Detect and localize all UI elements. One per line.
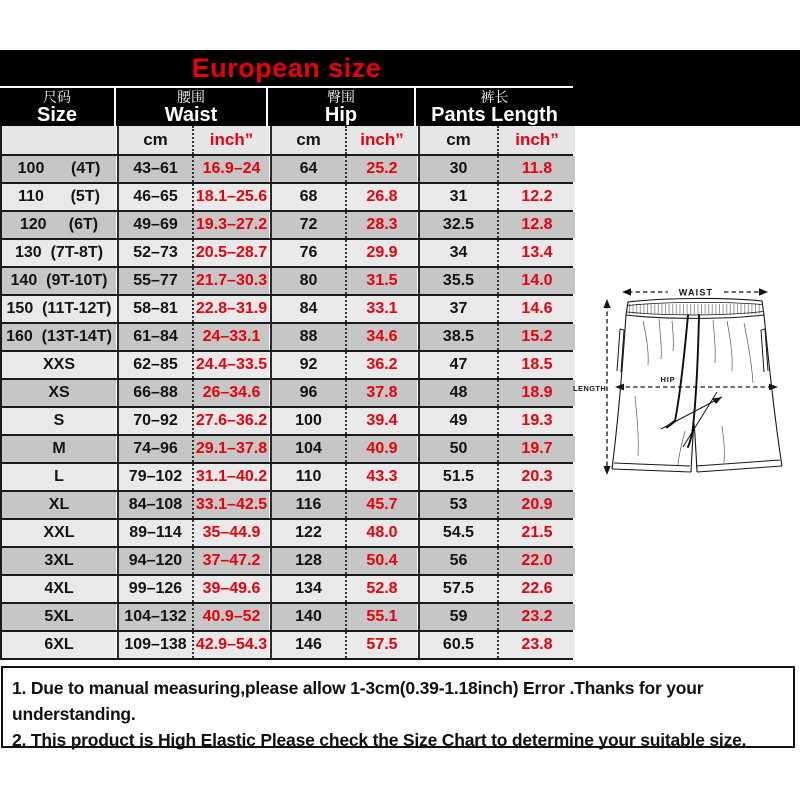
cell-hip-cm: 80: [272, 268, 345, 294]
cell-pants-cm: 38.5: [420, 324, 497, 350]
note-line-2: 2. This product is High Elastic Please check the Size Chart to determine your suitable size.: [12, 730, 747, 750]
cell-pants-cm: 50: [420, 436, 497, 462]
cell-pants-cm: 56: [420, 548, 497, 574]
cell-hip-cm: 72: [272, 212, 345, 238]
cell-pants-cm: 59: [420, 604, 497, 630]
cell-pants-cm: 32.5: [420, 212, 497, 238]
cell-size: 6XL: [2, 632, 116, 658]
cell-pants-inch: 22.6: [497, 576, 575, 602]
cell-size: 130 (7T-8T): [2, 240, 116, 266]
cell-hip-inch: 55.1: [345, 604, 417, 630]
cell-waist-cm: 55–77: [119, 268, 192, 294]
cell-hip-cm: 104: [272, 436, 345, 462]
cell-pants-inch: 20.9: [497, 492, 575, 518]
cell-hip-cm: 140: [272, 604, 345, 630]
unit-hip-inch: inch”: [345, 126, 417, 154]
shorts-measurement-diagram: [571, 271, 800, 506]
cell-size: 110 (5T): [2, 184, 116, 210]
table-row: [0, 436, 573, 464]
size-table: [0, 126, 573, 660]
cell-waist-cm: 49–69: [119, 212, 192, 238]
cell-hip-inch: 37.8: [345, 380, 417, 406]
cell-pants-inch: 13.4: [497, 240, 575, 266]
header-hip-en: Hip: [324, 104, 358, 126]
header-hip-cn: 臀围: [327, 89, 355, 105]
column-group-headers: [0, 88, 573, 126]
cell-waist-cm: 46–65: [119, 184, 192, 210]
cell-hip-inch: 45.7: [345, 492, 417, 518]
cell-waist-inch: 29.1–37.8: [192, 436, 269, 462]
cell-size: 100 (4T): [2, 156, 116, 182]
cell-pants-inch: 23.8: [497, 632, 575, 658]
cell-pants-inch: 18.5: [497, 352, 575, 378]
cell-waist-cm: 52–73: [119, 240, 192, 266]
cell-pants-cm: 31: [420, 184, 497, 210]
header-waist: [116, 88, 266, 126]
cell-hip-inch: 39.4: [345, 408, 417, 434]
cell-pants-inch: 14.0: [497, 268, 575, 294]
cell-hip-cm: 146: [272, 632, 345, 658]
cell-size: M: [2, 436, 116, 462]
cell-hip-inch: 26.8: [345, 184, 417, 210]
cell-size: 4XL: [2, 576, 116, 602]
cell-waist-inch: 31.1–40.2: [192, 464, 269, 490]
cell-hip-inch: 31.5: [345, 268, 417, 294]
cell-waist-inch: 26–34.6: [192, 380, 269, 406]
cell-waist-inch: 37–47.2: [192, 548, 269, 574]
cell-pants-cm: 60.5: [420, 632, 497, 658]
cell-hip-inch: 28.3: [345, 212, 417, 238]
page-title-row: [0, 51, 573, 85]
table-row: [0, 184, 573, 212]
cell-waist-cm: 43–61: [119, 156, 192, 182]
cell-waist-inch: 24–33.1: [192, 324, 269, 350]
cell-size: S: [2, 408, 116, 434]
table-row: [0, 632, 573, 660]
note-line-1: 1. Due to manual measuring,please allow 1-3cm(0.39-1.18inch) Error .Thanks for your understanding.: [12, 678, 704, 724]
table-row: [0, 520, 573, 548]
cell-pants-cm: 35.5: [420, 268, 497, 294]
cell-hip-inch: 25.2: [345, 156, 417, 182]
cell-hip-inch: 40.9: [345, 436, 417, 462]
table-row: [0, 156, 573, 184]
cell-hip-cm: 110: [272, 464, 345, 490]
cell-pants-inch: 18.9: [497, 380, 575, 406]
cell-hip-cm: 96: [272, 380, 345, 406]
header-size-cn: 尺码: [43, 89, 71, 105]
header-size: [0, 88, 114, 126]
cell-pants-cm: 34: [420, 240, 497, 266]
cell-hip-cm: 134: [272, 576, 345, 602]
unit-pants-inch: inch”: [497, 126, 575, 154]
cell-pants-inch: 14.6: [497, 296, 575, 322]
table-row: [0, 352, 573, 380]
header-hip: [268, 88, 414, 126]
cell-pants-inch: 22.0: [497, 548, 575, 574]
cell-waist-inch: 20.5–28.7: [192, 240, 269, 266]
table-row: [0, 240, 573, 268]
header-pants-cn: 裤长: [480, 89, 509, 105]
cell-hip-cm: 116: [272, 492, 345, 518]
cell-pants-cm: 30: [420, 156, 497, 182]
length-dimension-label: LENGTH: [573, 384, 607, 393]
cell-waist-inch: 24.4–33.5: [192, 352, 269, 378]
cell-pants-cm: 57.5: [420, 576, 497, 602]
header-size-en: Size: [36, 104, 78, 126]
cell-hip-inch: 36.2: [345, 352, 417, 378]
cell-pants-cm: 51.5: [420, 464, 497, 490]
cell-hip-inch: 57.5: [345, 632, 417, 658]
cell-waist-cm: 104–132: [119, 604, 192, 630]
cell-hip-inch: 33.1: [345, 296, 417, 322]
cell-size: XL: [2, 492, 116, 518]
cell-size: 150 (11T-12T): [2, 296, 116, 322]
header-waist-en: Waist: [164, 104, 218, 126]
table-row: [0, 464, 573, 492]
cell-waist-inch: 21.7–30.3: [192, 268, 269, 294]
cell-hip-inch: 52.8: [345, 576, 417, 602]
unit-hip-cm: cm: [272, 126, 345, 154]
notes-box: [1, 666, 795, 748]
hip-dimension-label: HIP: [660, 375, 676, 384]
cell-pants-cm: 49: [420, 408, 497, 434]
table-row: [0, 576, 573, 604]
cell-waist-cm: 61–84: [119, 324, 192, 350]
cell-pants-inch: 19.3: [497, 408, 575, 434]
cell-hip-cm: 68: [272, 184, 345, 210]
cell-waist-cm: 89–114: [119, 520, 192, 546]
cell-waist-inch: 18.1–25.6: [192, 184, 269, 210]
table-row: [0, 324, 573, 352]
cell-hip-cm: 64: [272, 156, 345, 182]
cell-waist-cm: 62–85: [119, 352, 192, 378]
cell-waist-cm: 109–138: [119, 632, 192, 658]
cell-size: 3XL: [2, 548, 116, 574]
cell-pants-cm: 54.5: [420, 520, 497, 546]
cell-size: 5XL: [2, 604, 116, 630]
cell-hip-cm: 122: [272, 520, 345, 546]
cell-hip-inch: 43.3: [345, 464, 417, 490]
size-table-body: [0, 156, 573, 660]
waist-dimension-label: WAIST: [678, 287, 714, 298]
cell-pants-inch: 12.8: [497, 212, 575, 238]
cell-hip-inch: 48.0: [345, 520, 417, 546]
table-row: [0, 604, 573, 632]
cell-waist-cm: 58–81: [119, 296, 192, 322]
cell-size: 120 (6T): [2, 212, 116, 238]
cell-waist-inch: 35–44.9: [192, 520, 269, 546]
cell-waist-inch: 22.8–31.9: [192, 296, 269, 322]
cell-waist-inch: 19.3–27.2: [192, 212, 269, 238]
cell-size: L: [2, 464, 116, 490]
cell-pants-inch: 12.2: [497, 184, 575, 210]
cell-hip-inch: 34.6: [345, 324, 417, 350]
cell-waist-inch: 39–49.6: [192, 576, 269, 602]
unit-waist-inch: inch”: [192, 126, 269, 154]
cell-waist-inch: 27.6–36.2: [192, 408, 269, 434]
cell-hip-cm: 128: [272, 548, 345, 574]
cell-hip-cm: 76: [272, 240, 345, 266]
cell-waist-cm: 99–126: [119, 576, 192, 602]
cell-waist-cm: 84–108: [119, 492, 192, 518]
cell-hip-cm: 88: [272, 324, 345, 350]
cell-pants-inch: 21.5: [497, 520, 575, 546]
cell-pants-inch: 20.3: [497, 464, 575, 490]
cell-pants-cm: 37: [420, 296, 497, 322]
cell-waist-inch: 40.9–52: [192, 604, 269, 630]
cell-pants-inch: 11.8: [497, 156, 575, 182]
cell-size: XS: [2, 380, 116, 406]
cell-pants-inch: 19.7: [497, 436, 575, 462]
cell-waist-inch: 16.9–24: [192, 156, 269, 182]
table-row: [0, 492, 573, 520]
cell-hip-cm: 92: [272, 352, 345, 378]
table-row: [0, 380, 573, 408]
cell-pants-inch: 15.2: [497, 324, 575, 350]
unit-waist-cm: cm: [119, 126, 192, 154]
header-waist-cn: 腰围: [177, 89, 205, 105]
cell-pants-inch: 23.2: [497, 604, 575, 630]
cell-size: XXL: [2, 520, 116, 546]
cell-waist-inch: 33.1–42.5: [192, 492, 269, 518]
cell-waist-cm: 79–102: [119, 464, 192, 490]
cell-waist-cm: 70–92: [119, 408, 192, 434]
cell-pants-cm: 47: [420, 352, 497, 378]
cell-hip-cm: 100: [272, 408, 345, 434]
table-row: [0, 548, 573, 576]
unit-header-row: [0, 126, 573, 156]
cell-empty: [2, 126, 116, 154]
header-pants-length: [416, 88, 573, 126]
cell-waist-cm: 74–96: [119, 436, 192, 462]
table-row: [0, 212, 573, 240]
unit-pants-cm: cm: [420, 126, 497, 154]
table-row: [0, 408, 573, 436]
header-band: [0, 50, 800, 126]
table-row: [0, 268, 573, 296]
header-pants-en: Pants Length: [431, 104, 558, 126]
cell-hip-inch: 50.4: [345, 548, 417, 574]
cell-size: XXS: [2, 352, 116, 378]
cell-waist-cm: 94–120: [119, 548, 192, 574]
cell-waist-inch: 42.9–54.3: [192, 632, 269, 658]
cell-hip-inch: 29.9: [345, 240, 417, 266]
cell-size: 160 (13T-14T): [2, 324, 116, 350]
table-row: [0, 296, 573, 324]
cell-hip-cm: 84: [272, 296, 345, 322]
cell-size: 140 (9T-10T): [2, 268, 116, 294]
cell-waist-cm: 66–88: [119, 380, 192, 406]
cell-pants-cm: 53: [420, 492, 497, 518]
cell-pants-cm: 48: [420, 380, 497, 406]
page-title: European size: [191, 52, 382, 83]
